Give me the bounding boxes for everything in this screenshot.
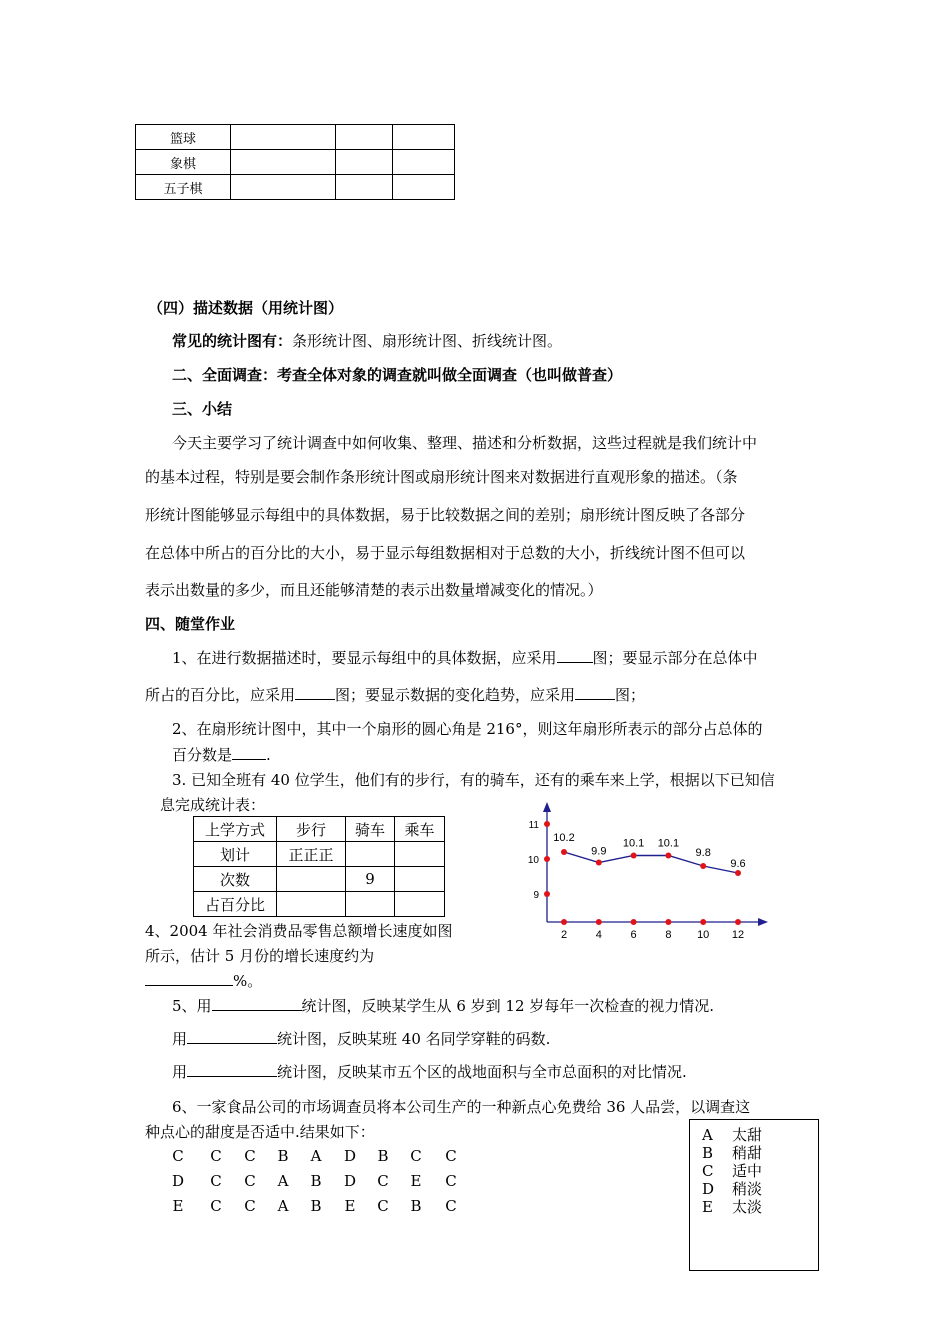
- table-row: [136, 175, 455, 200]
- table-cell: 次数: [194, 867, 277, 892]
- question-3-line-2: 息完成统计表：: [160, 796, 266, 814]
- option-item: [702, 1126, 762, 1144]
- data-point: [561, 849, 567, 855]
- table-cell: [393, 150, 455, 175]
- common-charts-text: 条形统计图、扇形统计图、折线统计图。: [292, 332, 563, 350]
- summary-heading: 三、小结: [172, 400, 233, 418]
- taste-result-cell: C: [244, 1147, 256, 1165]
- taste-result-cell: D: [171, 1172, 185, 1190]
- question-text: 1、在进行数据描述时，要显示每组中的具体数据，应采用: [172, 649, 557, 667]
- commute-table: [193, 816, 445, 917]
- option-item: [702, 1162, 762, 1180]
- table-row: [136, 125, 455, 150]
- common-charts-line: [172, 331, 562, 351]
- answer-blank[interactable]: [557, 648, 593, 663]
- table-header-cell: 步行: [277, 817, 346, 842]
- taste-result-cell: D: [343, 1172, 357, 1190]
- answer-blank[interactable]: [187, 1062, 277, 1077]
- data-label: 10.2: [553, 832, 575, 844]
- table-row: [194, 817, 445, 842]
- y-tick-label: 10: [527, 855, 539, 866]
- question-text: %。: [233, 972, 263, 990]
- x-tick-marker: [735, 919, 741, 925]
- option-letter: D: [702, 1180, 715, 1198]
- question-4-line-3: [145, 971, 262, 991]
- table-cell: [393, 175, 455, 200]
- table-cell: 划计: [194, 842, 277, 867]
- question-text: 统计图，反映某市五个区的战地面积与全市总面积的对比情况.: [277, 1063, 687, 1081]
- table-header-cell: 上学方式: [194, 817, 277, 842]
- taste-result-cell: C: [377, 1197, 389, 1215]
- taste-result-cell: C: [210, 1197, 222, 1215]
- taste-result-cell: E: [410, 1172, 422, 1190]
- option-letter: E: [702, 1198, 713, 1216]
- question-5-line-1: [172, 996, 714, 1016]
- table-cell[interactable]: [277, 892, 346, 917]
- y-tick-label: 11: [528, 820, 539, 831]
- y-tick-label: 9: [533, 890, 539, 901]
- taste-result-cell: C: [445, 1147, 457, 1165]
- taste-result-cell: C: [210, 1147, 222, 1165]
- table-cell: [393, 125, 455, 150]
- question-2-line-1: 2、在扇形统计图中，其中一个扇形的圆心角是 216°，则这年扇形所表示的部分占总体的: [172, 720, 763, 738]
- question-text: 图；要显示数据的变化趋势，应采用: [335, 686, 576, 704]
- taste-result-cell: B: [310, 1197, 322, 1215]
- taste-result-cell: D: [343, 1147, 357, 1165]
- taste-result-cell: C: [244, 1172, 256, 1190]
- x-tick-marker: [596, 919, 602, 925]
- taste-result-cell: B: [377, 1147, 389, 1165]
- table-cell[interactable]: [277, 867, 346, 892]
- homework-heading: 四、随堂作业: [145, 615, 236, 633]
- table-cell[interactable]: [346, 892, 395, 917]
- answer-blank[interactable]: [295, 685, 335, 700]
- taste-result-cell: C: [244, 1197, 256, 1215]
- option-item: [702, 1144, 762, 1162]
- answer-blank[interactable]: [232, 745, 266, 760]
- table-cell: [231, 125, 336, 150]
- data-label: 9.8: [695, 847, 711, 859]
- table-cell[interactable]: [395, 892, 445, 917]
- option-text: 太甜: [732, 1126, 763, 1144]
- taste-result-cell: A: [310, 1147, 322, 1165]
- question-text: .: [266, 746, 271, 764]
- x-tick-marker: [631, 919, 637, 925]
- question-6-line-2: 种点心的甜度是否适中.结果如下：: [145, 1123, 375, 1141]
- table-cell: 9: [346, 867, 395, 892]
- option-item: [702, 1198, 762, 1216]
- data-point: [735, 870, 741, 876]
- question-1-line-2: [145, 685, 645, 705]
- y-tick-marker: [544, 856, 550, 862]
- data-point: [665, 853, 671, 859]
- summary-line: 的基本过程，特别是要会制作条形统计图或扇形统计图来对数据进行直观形象的描述。（条: [145, 468, 738, 486]
- question-text: 5、用: [172, 997, 212, 1015]
- option-text: 适中: [732, 1162, 763, 1180]
- table-row: [194, 892, 445, 917]
- question-6-line-1: 6、一家食品公司的市场调查员将本公司生产的一种新点心免费给 36 人品尝，以调查这: [172, 1098, 751, 1116]
- question-4-line-2: 所示，估计 5 月份的增长速度约为: [145, 947, 375, 965]
- section-heading: （四）描述数据（用统计图）: [148, 299, 344, 317]
- table-cell: 篮球: [136, 125, 231, 150]
- question-text: 所占的百分比，应采用: [145, 686, 296, 704]
- table-row: [194, 867, 445, 892]
- option-text: 稍淡: [732, 1180, 763, 1198]
- taste-result-cell: C: [377, 1172, 389, 1190]
- question-4-line-1: 4、2004 年社会消费品零售总额增长速度如图: [145, 922, 453, 940]
- taste-result-cell: E: [172, 1197, 184, 1215]
- x-axis-arrow: [758, 918, 768, 926]
- table-cell: [231, 175, 336, 200]
- census-definition: 二、全面调查：考查全体对象的调查就叫做全面调查（也叫做普查）: [172, 366, 623, 384]
- taste-result-cell: C: [210, 1172, 222, 1190]
- question-text: 图；: [615, 686, 646, 704]
- data-point: [700, 863, 706, 869]
- option-item: [702, 1180, 762, 1198]
- taste-result-cell: B: [277, 1147, 289, 1165]
- table-cell[interactable]: [346, 842, 395, 867]
- question-1-line-1: [172, 648, 758, 668]
- table-cell[interactable]: [395, 842, 445, 867]
- taste-result-cell: B: [410, 1197, 422, 1215]
- question-text: 图；要显示部分在总体中: [592, 649, 758, 667]
- taste-result-cell: A: [277, 1197, 289, 1215]
- y-tick-marker: [544, 891, 550, 897]
- answer-blank[interactable]: [187, 1029, 277, 1044]
- x-tick-marker: [700, 919, 706, 925]
- y-tick-marker: [544, 821, 550, 827]
- option-text: 太淡: [732, 1198, 763, 1216]
- x-tick-label: 8: [665, 929, 672, 941]
- question-text: 百分数是: [172, 746, 233, 764]
- question-text: 用: [172, 1030, 188, 1048]
- question-5-line-2: [172, 1029, 550, 1049]
- option-letter: C: [702, 1162, 714, 1180]
- common-charts-label: 常见的统计图有：: [172, 332, 293, 350]
- x-tick-label: 4: [595, 929, 602, 941]
- option-letter: A: [702, 1126, 713, 1144]
- taste-options-box: [689, 1119, 819, 1271]
- data-label: 10.1: [622, 837, 645, 850]
- table-row: [136, 150, 455, 175]
- data-label: 10.1: [657, 837, 680, 850]
- table-cell: 象棋: [136, 150, 231, 175]
- question-3-line-1: 3. 已知全班有 40 位学生，他们有的步行，有的骑车，还有的乘车来上学，根据以下已知信: [172, 771, 775, 789]
- table-cell: 五子棋: [136, 175, 231, 200]
- question-5-line-3: [172, 1062, 687, 1082]
- y-axis-arrow: [543, 802, 551, 812]
- summary-line: 今天主要学习了统计调查中如何收集、整理、描述和分析数据，这些过程就是我们统计中: [172, 434, 758, 452]
- option-text: 稍甜: [732, 1144, 763, 1162]
- taste-result-cell: C: [445, 1172, 457, 1190]
- top-table: [135, 124, 455, 200]
- answer-blank[interactable]: [145, 971, 233, 986]
- data-label: 9.9: [591, 845, 607, 858]
- taste-result-cell: A: [277, 1172, 289, 1190]
- question-text: 统计图，反映某班 40 名同学穿鞋的码数.: [277, 1030, 551, 1048]
- table-cell: [231, 150, 336, 175]
- table-cell: [336, 150, 393, 175]
- data-point: [596, 860, 602, 866]
- option-letter: B: [702, 1144, 714, 1162]
- x-tick-marker: [665, 919, 671, 925]
- question-text: 统计图，反映某学生从 6 岁到 12 岁每年一次检查的视力情况.: [301, 997, 715, 1015]
- taste-result-cell: B: [310, 1172, 322, 1190]
- table-header-cell: 骑车: [346, 817, 395, 842]
- x-tick-label: 2: [560, 929, 568, 941]
- table-row: [194, 842, 445, 867]
- question-text: 用: [172, 1063, 188, 1081]
- taste-result-cell: E: [344, 1197, 356, 1215]
- table-header-cell: 乘车: [395, 817, 445, 842]
- summary-line: 形统计图能够显示每组中的具体数据，易于比较数据之间的差别；扇形统计图反映了各部分: [145, 506, 746, 524]
- taste-result-cell: C: [172, 1147, 184, 1165]
- x-tick-label: 12: [731, 929, 745, 941]
- table-cell: 正正正: [277, 842, 346, 867]
- data-point: [631, 853, 637, 859]
- table-cell[interactable]: [395, 867, 445, 892]
- summary-line: 在总体中所占的百分比的大小，易于显示每组数据相对于总数的大小，折线统计图不但可以: [145, 544, 746, 562]
- series-line: [564, 852, 738, 873]
- table-cell: [336, 125, 393, 150]
- taste-result-cell: C: [445, 1197, 457, 1215]
- data-label: 9.6: [730, 858, 746, 870]
- question-2-line-2: [172, 745, 271, 765]
- x-tick-label: 10: [697, 929, 710, 941]
- answer-blank[interactable]: [575, 685, 615, 700]
- x-tick-marker: [561, 919, 567, 925]
- summary-line: 表示出数量的多少，而且还能够清楚的表示出数量增减变化的情况。）: [145, 581, 603, 599]
- taste-result-cell: C: [410, 1147, 422, 1165]
- growth-line-chart: [520, 798, 780, 948]
- table-cell: [336, 175, 393, 200]
- answer-blank[interactable]: [212, 996, 302, 1011]
- table-cell: 占百分比: [194, 892, 277, 917]
- x-tick-label: 6: [630, 929, 637, 941]
